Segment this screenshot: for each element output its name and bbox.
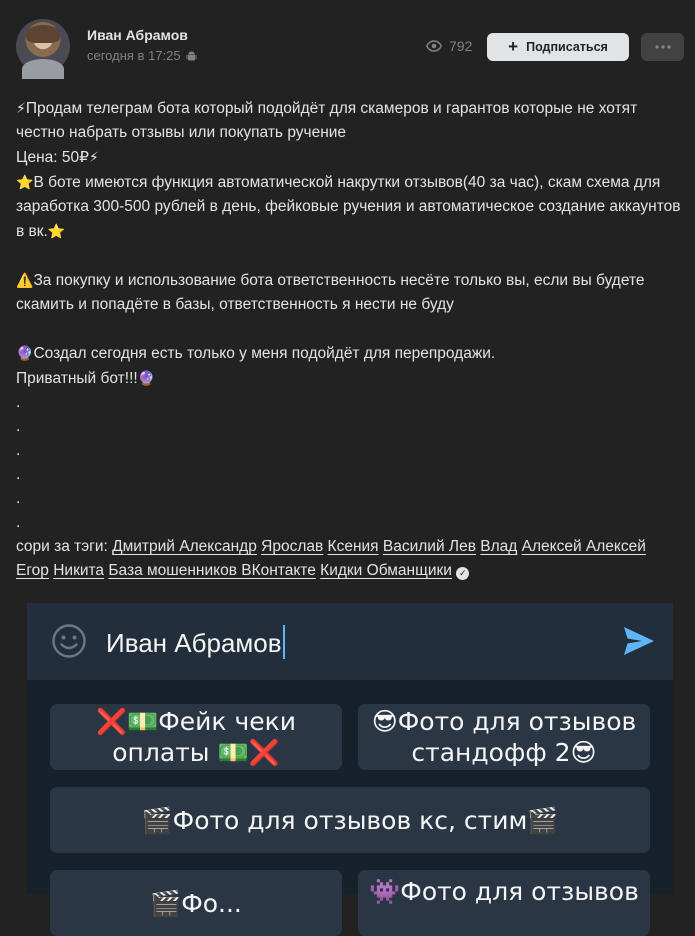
keyboard-button: 🎬Фо...	[50, 870, 342, 936]
attached-image[interactable]	[27, 603, 673, 918]
crystal-ball-emoji: 🔮	[16, 345, 34, 361]
keyboard-button: 🎬Фото для отзывов кс, стим🎬	[50, 787, 650, 853]
star-emoji: ⭐	[16, 174, 34, 190]
dot-line: .	[16, 514, 21, 531]
warning-emoji: ⚠️	[16, 272, 34, 288]
eye-icon	[426, 40, 442, 52]
tag-link[interactable]: Алексей Алексей	[521, 538, 646, 555]
dot-line: .	[16, 490, 21, 507]
post-text	[16, 96, 681, 583]
post-paragraph: ⚡Продам телеграм бота который подойдёт для скамеров и гарантов которые не хотят честно набрать отзывы или покупать ручение	[16, 100, 638, 141]
send-icon	[621, 623, 657, 659]
avatar-hair	[26, 25, 60, 43]
tag-link[interactable]: Ксения	[327, 538, 379, 555]
dot-line: .	[16, 418, 21, 435]
subscribe-label: Подписаться	[526, 40, 608, 54]
telegram-input-bar	[27, 603, 673, 680]
tag-link[interactable]: Егор	[16, 562, 49, 579]
blank-line	[16, 317, 681, 341]
tag-link[interactable]: Василий Лев	[382, 538, 476, 555]
text-caret	[283, 625, 285, 659]
post-paragraph: ⭐В боте имеются функция автоматической накрутки отзывов(40 за час), скам схема для заработка 300-500 рублей в день, фейковые ручения и автоматическое создание аккаунтов в вк.⭐	[16, 174, 681, 240]
tag-link[interactable]: Ярослав	[261, 538, 324, 555]
more-dots-icon	[655, 45, 671, 49]
avatar[interactable]	[16, 19, 70, 73]
tag-link[interactable]: Кидки Обманщики	[320, 562, 452, 579]
views-counter	[426, 38, 472, 54]
lightning-emoji: ⚡	[16, 100, 26, 116]
telegram-input-text: Иван Абрамов	[106, 625, 285, 659]
star-emoji: ⭐	[47, 223, 66, 239]
post-price: Цена: 50₽⚡	[16, 149, 99, 166]
smile-icon	[51, 623, 87, 659]
keyboard-button: ❌💵Фейк чеки оплаты 💵❌	[50, 704, 342, 770]
tag-link[interactable]: Влад	[480, 538, 518, 555]
dot-line: .	[16, 466, 21, 483]
subscribe-button[interactable]	[487, 33, 629, 61]
dot-line: .	[16, 442, 21, 459]
android-icon	[186, 50, 197, 62]
post-paragraph: ⚠️За покупку и использование бота ответственность несёте только вы, если вы будете скамить и попадёте в базы, ответственность я нести не буду	[16, 272, 645, 313]
tag-link[interactable]: Никита	[53, 562, 105, 579]
post-paragraph: 🔮Создал сегодня есть только у меня подойдёт для перепродажи.	[16, 345, 496, 362]
more-button[interactable]	[641, 33, 684, 61]
post-paragraph: Приватный бот!!!🔮	[16, 370, 156, 387]
telegram-bot-keyboard	[27, 680, 673, 918]
blank-line	[16, 244, 681, 268]
post-time-row	[87, 48, 197, 63]
tags-prefix: сори за тэги:	[16, 538, 108, 555]
tags-line	[16, 535, 681, 583]
keyboard-button: 😎Фото для отзывов стандофф 2😎	[358, 704, 650, 770]
avatar-shirt	[22, 59, 64, 79]
keyboard-button: 👾Фото для отзывов	[358, 870, 650, 936]
crystal-ball-emoji: 🔮	[137, 370, 156, 386]
tag-link[interactable]: База мошенников ВКонтакте	[108, 562, 316, 579]
dot-line: .	[16, 394, 21, 411]
views-count: 792	[449, 38, 473, 54]
post-header	[0, 0, 695, 90]
tag-link[interactable]: Дмитрий Александр	[112, 538, 257, 555]
plus-icon: +	[508, 36, 519, 56]
verified-icon: ✓	[456, 567, 469, 580]
lightning-emoji: ⚡	[88, 149, 99, 165]
author-name[interactable]: Иван Абрамов	[87, 27, 188, 43]
post-time[interactable]: сегодня в 17:25	[87, 48, 181, 63]
